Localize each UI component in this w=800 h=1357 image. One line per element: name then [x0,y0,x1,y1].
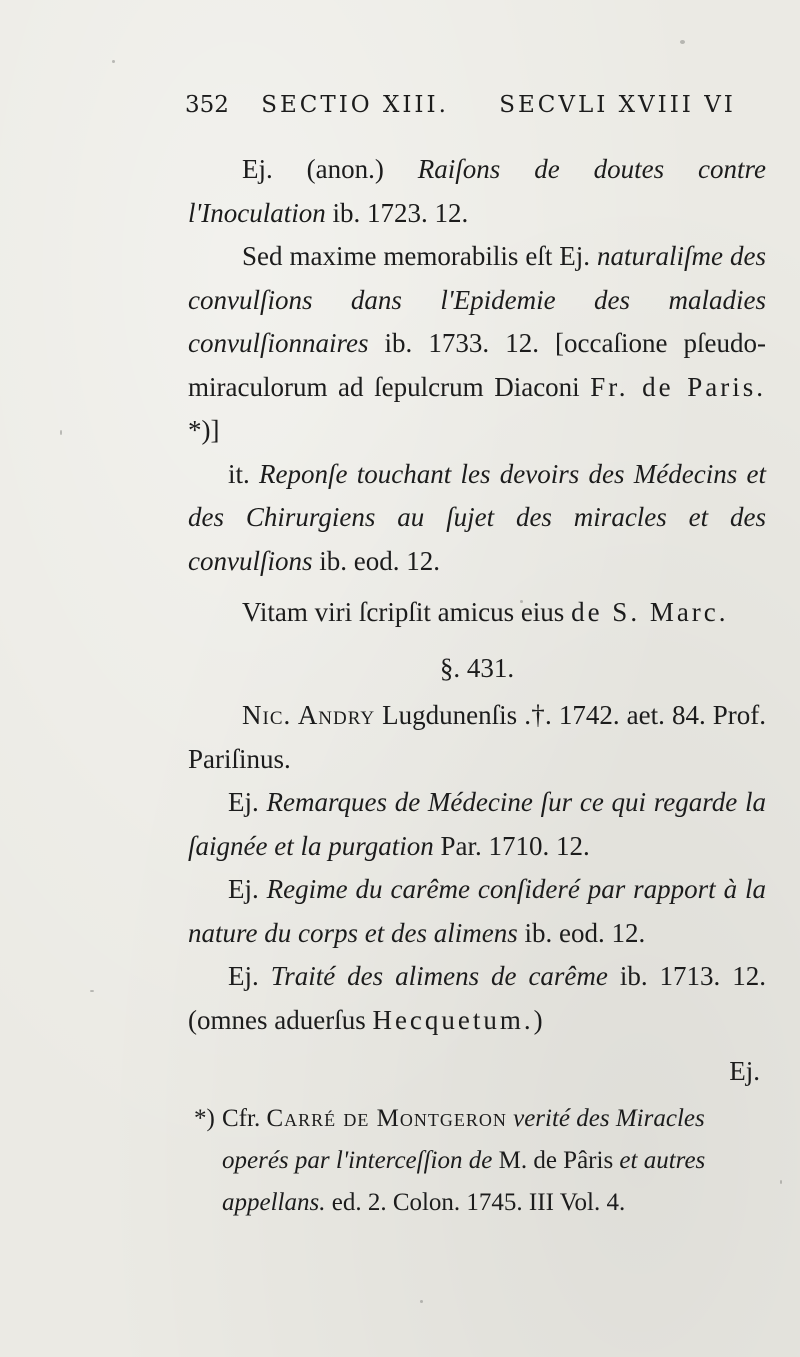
text-run: ib. 1733. 12. [occaſione pſeudo-miraculorum ad ſepulcrum Diaconi [188,328,766,402]
title-run: verité des Miracles operés par l'interceſſion de [222,1105,705,1174]
footnote-mark: *) [194,1105,215,1132]
paragraph-8 [188,955,766,1042]
text-run: Ej. (anon.) [242,154,418,184]
text-run: Vitam viri ſcripſit amicus eius [242,597,572,627]
century-title: SECVLI XVIII VI [499,92,736,118]
title-run: Traité des alimens de carême [270,961,608,991]
spaced-name: Fr. de Paris. [590,371,766,402]
text-run: Cfr. [222,1105,267,1132]
spaced-name: Hecquetum. [372,1004,534,1035]
text-run: ib. 1723. 12. [325,197,469,228]
text-run: ed. 2. Colon. 1745. III Vol. 4. [325,1189,626,1216]
paragraph-gap [188,583,766,591]
text-run: ib. eod. 12. [312,545,440,576]
author-name: Carré de Montgeron [266,1105,507,1132]
paper-speck [60,430,62,435]
running-header [185,92,765,118]
paragraph-4 [188,591,766,635]
text-run: Ej. [228,961,271,991]
text-run: ib. 1713. 12. (omnes aduerſus [188,961,766,1035]
text-run: ) [533,1004,543,1035]
text-run: *)] [188,415,220,445]
text-run: ib. eod. 12. [517,917,646,948]
section-number: §. 431. [439,652,515,683]
paragraph-1 [188,148,766,235]
section-title: SECTIO XIII. [261,92,449,118]
text-run: M. de Pâris [492,1147,620,1174]
paper-speck [780,1180,782,1184]
paragraph-2 [188,235,766,453]
text-run: Lugdunenſis .†. 1742. aet. 84. Prof. Pariſinus. [188,700,766,774]
text-run: Ej. [228,787,267,817]
text-run: Sed maxime memorabilis eſt Ej. [242,241,598,271]
main-text [188,148,766,1094]
catchword: Ej. [729,1056,760,1086]
page-number: 352 [185,92,229,118]
paragraph-7 [188,868,766,955]
title-run: et autres appellans. [222,1147,706,1216]
author-name: Nic. Andry [242,700,376,730]
spaced-name: de S. Marc. [571,597,729,627]
title-run: naturaliſme des convulſions dans l'Epidemie des maladies convulſionnaires [188,241,766,358]
paragraph-6 [188,781,766,868]
title-run: Remarques de Médecine ſur ce qui regarde la ſaignée et la purgation [188,787,766,861]
text-run: it. [228,458,260,489]
paper-speck [420,1300,423,1303]
footnote-text [222,1098,767,1224]
title-run: Regime du carême conſideré par rapport à la nature du corps et des alimens [188,874,767,948]
footnote [194,1098,767,1224]
text-run: Ej. [228,874,267,904]
text-run: Par. 1710. 12. [433,830,590,861]
paper-speck [90,990,94,992]
paper-speck [112,60,115,63]
paragraph-3 [188,453,766,584]
title-run: Reponſe touchant les devoirs des Médecins et des Chirurgiens au ſujet des miracles et des convulſions [188,458,766,576]
title-run: Raiſons de doutes contre l'Inoculation [188,154,766,228]
paragraph-5 [188,694,766,781]
paper-speck [680,40,685,44]
